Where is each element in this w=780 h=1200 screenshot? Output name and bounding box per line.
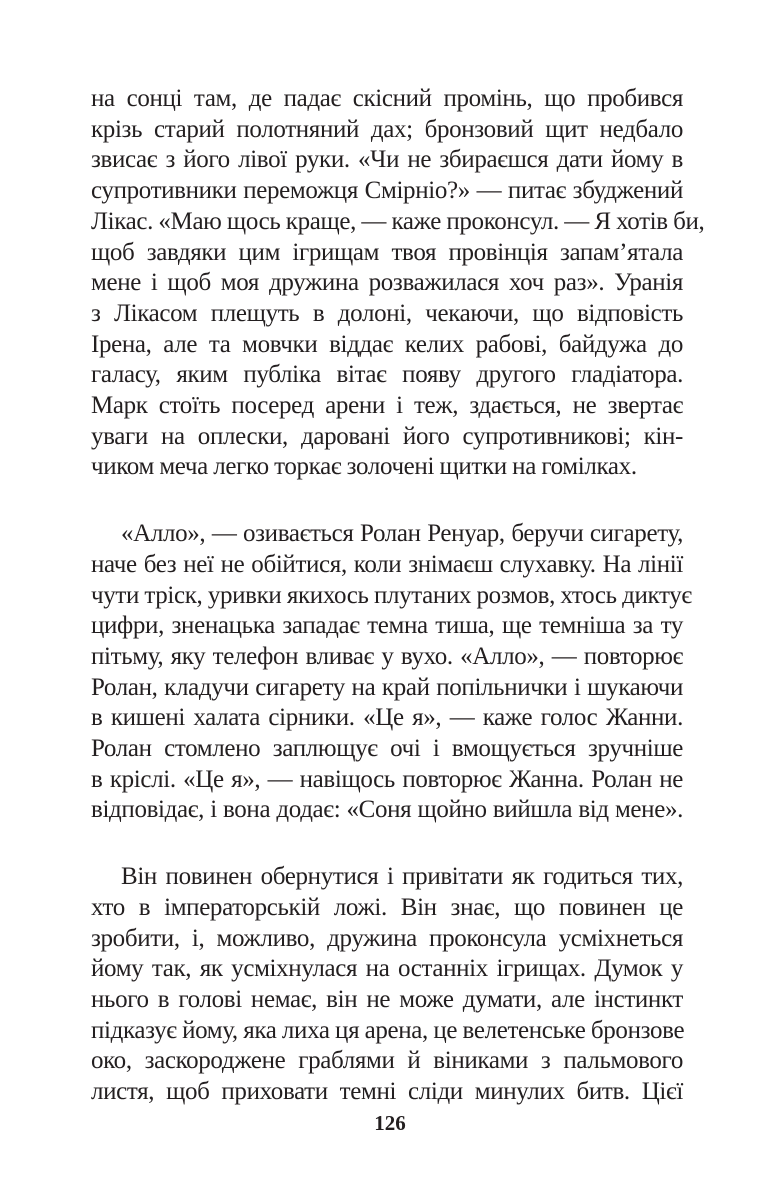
text-line: хто в імператорській ложі. Він знає, що повинен це <box>91 893 683 921</box>
text-line: на сонці там, де падає скісний промінь, що пробився <box>91 85 683 112</box>
text-line: Ролан стомлено заплющує очі і вмощується зручніше <box>91 735 683 763</box>
text-line: Ірена, але та мовчки віддає келих рабові, байдужа до <box>91 330 683 358</box>
book-page-body <box>91 84 705 1108</box>
text-line: чиком меча легко торкає золочені щитки на гомілках. <box>91 453 637 481</box>
paragraph-3 <box>91 862 683 1108</box>
text-line: нього в голові немає, він не може думати, але інстинкт <box>91 985 683 1013</box>
text-line: чути тріск, уривки якихось плутаних розмов, хтось диктує <box>91 581 692 609</box>
text-line: щоб завдяки цим ігрищам твоя провінція запам’ятала <box>91 238 683 266</box>
text-line: Марк стоїть посеред арени і теж, здається, не звертає <box>91 392 683 420</box>
text-line: «Алло», — озивається Ролан Ренуар, беручи сигарету, <box>121 520 683 548</box>
text-line: галасу, яким публіка вітає появу другого гладіатора. <box>91 361 683 389</box>
text-line: Лікас. «Маю щось краще, — каже проконсул. — Я хотів би, <box>91 207 705 235</box>
text-line: зробити, і, можливо, дружина проконсула усміхнеться <box>91 924 683 952</box>
paragraph-gap <box>91 826 683 862</box>
paragraph-2 <box>91 519 692 826</box>
text-line: крізь старий полотняний дах; бронзовий щит недбало <box>91 115 683 143</box>
text-line: уваги на оплески, даровані його супротивникові; кін- <box>91 422 683 450</box>
text-line: з Лікасом плещуть в долоні, чекаючи, що відповість <box>91 299 683 327</box>
text-line: звисає з його лівої руки. «Чи не збираєшся дати йому в <box>91 146 683 174</box>
page-number: 126 <box>374 1111 406 1135</box>
text-line: пітьму, яку телефон вливає у вухо. «Алло», — повторює <box>91 642 683 670</box>
text-line: наче без неї не обійтися, коли знімаєш слухавку. На лінії <box>91 550 683 578</box>
text-line: Він повинен обернутися і привітати як годиться тих, <box>121 863 683 891</box>
text-line: око, заскороджене граблями й віниками з пальмового <box>91 1047 683 1075</box>
paragraph-1 <box>91 84 705 483</box>
text-line: підказує йому, яка лиха ця арена, це велетенське бронзове <box>91 1016 685 1044</box>
text-line: Ролан, кладучи сигарету на край попільнички і шукаючи <box>91 673 683 701</box>
text-line: в кріслі. «Це я», — навіщось повторює Жанна. Ролан не <box>91 765 683 793</box>
text-line: листя, щоб приховати темні сліди минулих битв. Цієї <box>91 1078 683 1106</box>
text-line: супротивники переможця Смірніо?» — питає збуджений <box>91 177 683 205</box>
text-line: цифри, зненацька западає темна тиша, ще темніша за ту <box>91 612 683 640</box>
text-line: мене і щоб моя дружина розважилася хоч раз». Уранія <box>91 269 683 297</box>
text-line: відповідає, і вона додає: «Соня щойно вийшла від мене». <box>91 796 683 824</box>
text-line: в кишені халата сірники. «Це я», — каже голос Жанни. <box>91 704 683 732</box>
text-line: йому так, як усміхнулася на останніх ігрищах. Думок у <box>91 955 683 983</box>
paragraph-gap <box>91 483 683 519</box>
